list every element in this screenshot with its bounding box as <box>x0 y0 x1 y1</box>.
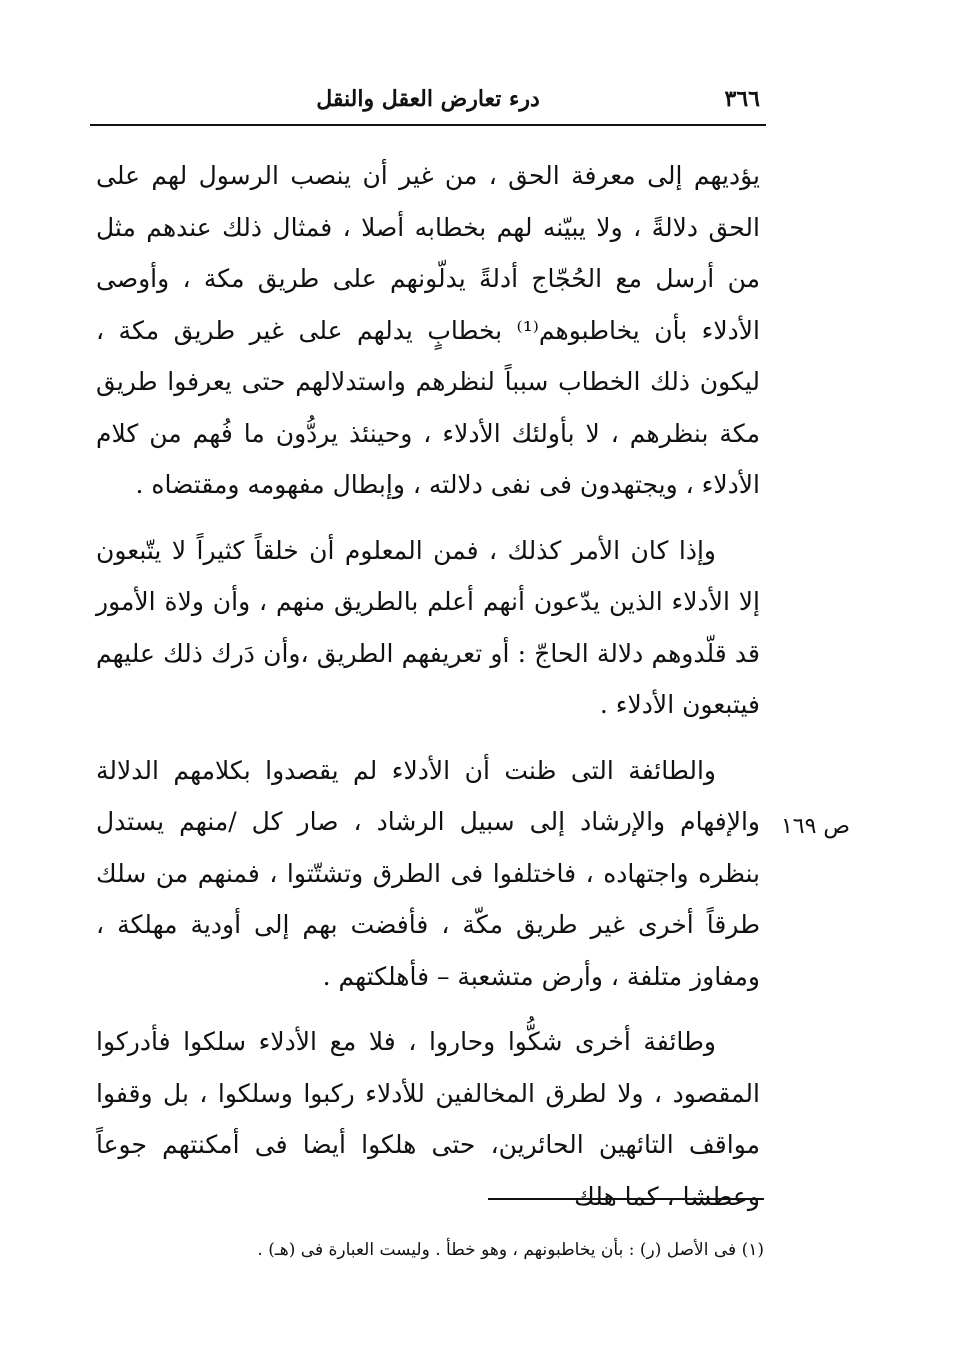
footnote-text: فى الأصل (ر) : بأن يخاطبونهم ، وهو خطأ . وليست العبارة فى (هـ) . <box>257 1240 737 1260</box>
paragraph-3: والطائفة التى ظنت أن الأدلاء لم يقصدوا بكلامهم الدلالة والإفهام والإرشاد إلى سبيل الرشاد ، صار كل /منهم يستدل بنظره واجتهاده ، فاختلفوا فى الطرق وتشتّتوا ، فمنهم من سلك طرقاً أخرى غير طريق مكّة ، فأفضت بهم إلى أودية مهلكة ، ومفاوز متلفة ، وأرض متشعبة – فأهلكتهم . <box>96 755 760 991</box>
paragraph-1: يؤديهم إلى معرفة الحق ، من غير أن ينصب الرسول لهم على الحق دلالةً ، ولا يبيّنه لهم بخطابه أصلا ، فمثال ذلك عندهم مثل من أرسل مع الحُجّاج أدلةً يدلّونهم على طريق مكة ، وأوصى الأدلاء بأن يخاطبوهم⁽¹⁾ بخطابٍ يدلهم على غير طريق مكة ، ليكون ذلك الخطاب سبباً لنظرهم واستدلالهم حتى يعرفوا طريق مكة بنظرهم ، لا بأولئك الأدلاء ، وحينئذ يردُّون ما فُهم من كلام الأدلاء ، ويجتهدون فى نفى دلالته ، وإبطال مفهومه ومقتضاه . <box>96 161 760 499</box>
footnote-rule <box>488 1198 764 1200</box>
body-text <box>96 150 760 1222</box>
footnote <box>176 1236 764 1264</box>
running-title: درء تعارض العقل والنقل <box>316 86 540 112</box>
running-head <box>90 78 766 124</box>
header-rule <box>90 124 766 126</box>
paragraph-4: وطائفة أخرى شكُّوا وحاروا ، فلا مع الأدلاء سلكوا فأدركوا المقصود ، ولا لطرق المخالفين للأدلاء ركبوا وسلكوا ، بل وقفوا مواقف التائهين الحائرين، حتى هلكوا أيضا فى أمكنتهم جوعاً وعطشا ، كما هلك <box>96 1027 760 1211</box>
margin-page-reference: ص ١٦٩ <box>780 814 850 839</box>
page-number: ٣٦٦ <box>724 86 760 112</box>
paragraph-2: وإذا كان الأمر كذلك ، فمن المعلوم أن خلقاً كثيراً لا يتّبعون إلا الأدلاء الذين يدّعون أنهم أعلم بالطريق منهم ، وأن ولاة الأمور قد قلّدوهم دلالة الحاجّ : أو تعريفهم الطريق ،وأن دَرك ذلك عليهم فيتبعون الأدلاء . <box>96 535 760 719</box>
footnote-marker: (١) <box>741 1240 764 1260</box>
